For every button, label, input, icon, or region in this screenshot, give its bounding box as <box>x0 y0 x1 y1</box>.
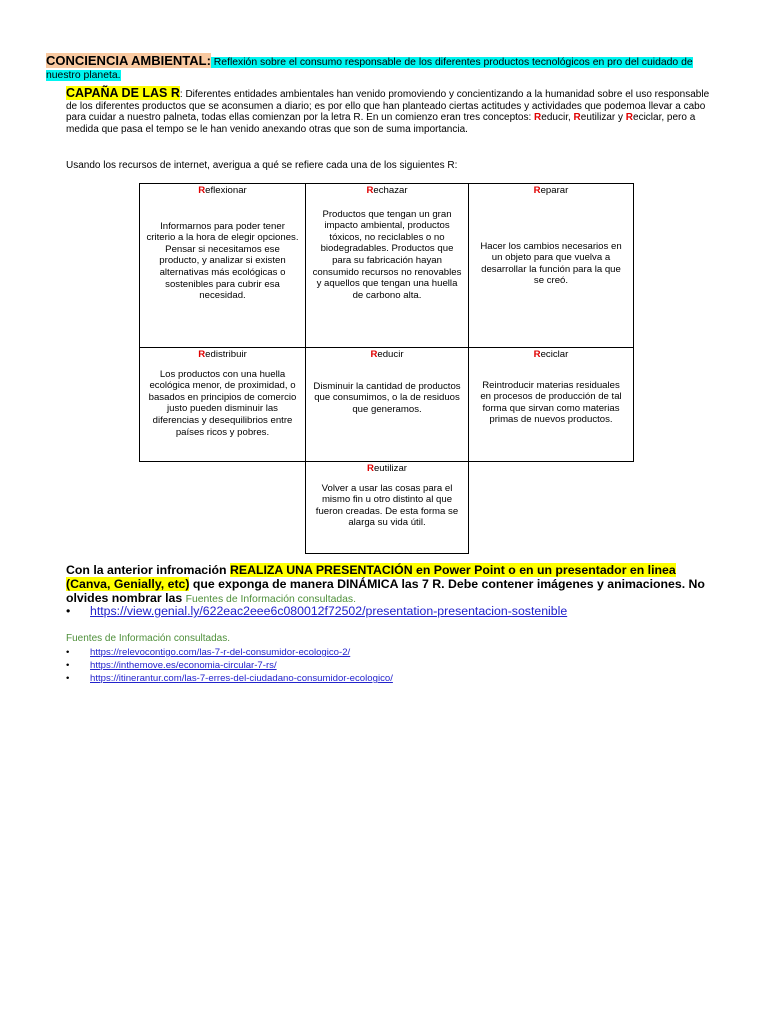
cell-heading <box>469 184 633 197</box>
cell-body: Los productos con una huella ecológica menor, de proximidad, o basados en principios de comercio justo pueden disminuir las diferencias y desequilibrios entre países ricos y pobres. <box>148 368 297 438</box>
red-letter: R <box>533 185 541 196</box>
red-letter: R <box>625 112 634 124</box>
cell-body: Productos que tengan un gran impacto ambiental, productos tóxicos, no reciclables o no biodegradables. Productos que para su fabricación hayan consumido recursos no renovables y aquellos que tengan una huella de carbono alta. <box>312 208 462 301</box>
table-cell-reducir <box>306 348 469 462</box>
cell-body: Volver a usar las cosas para el mismo fin u otro distinto al que fueron creadas. De esta forma se alarga su vida útil. <box>315 482 459 529</box>
instruction: Usando los recursos de internet, averigua a qué se refiere cada una de los siguientes R: <box>66 160 458 171</box>
cell-heading-text: edistribuir <box>205 349 247 360</box>
sources-title: Fuentes de Información consultadas. <box>66 633 230 644</box>
cell-body: Hacer los cambios necesarios en un objeto para que vuelva a desarrollar la función para la que se creó. <box>480 240 622 287</box>
cell-heading-text: eparar <box>540 185 569 196</box>
empty-cell <box>140 462 306 554</box>
table-cell-reciclar <box>469 348 634 462</box>
cell-heading-text: eutilizar <box>373 463 407 474</box>
intro-text: educir, <box>541 112 574 124</box>
list-item <box>66 659 393 672</box>
cell-body: Reintroducir materias residuales en procesos de producción de tal forma que sirvan como materias primas de nuevos productos. <box>480 379 622 426</box>
task-text: que exponga de manera DINÁMICA las 7 R. Debe contener imágenes y animaciones. No olvides nombrar las <box>66 577 705 605</box>
intro-title: CAPAÑA DE LAS R <box>66 86 180 100</box>
red-letter: R <box>198 349 206 360</box>
list-item <box>66 672 393 685</box>
r-table <box>139 183 634 554</box>
cell-heading <box>140 184 305 197</box>
red-letter: R <box>534 112 542 124</box>
task-text: Con la anterior infromación <box>66 563 230 577</box>
red-letter: R <box>367 463 374 474</box>
empty-cell <box>469 462 634 554</box>
table-cell-reflexionar <box>140 184 306 348</box>
cell-heading-text: educir <box>377 349 404 360</box>
cell-body: Informarnos para poder tener criterio a la hora de elegir opciones. Pensar si necesitamos ese producto, y analizar si existen alternativas más ecológicas o sostenibles para cubrir esa necesidad. <box>146 220 299 302</box>
intro-text: eciclar, pero a medida que pasa el tempo se le han venido anexando otras que son de suma importancia. <box>66 112 696 135</box>
table-cell-redistribuir <box>140 348 306 462</box>
red-letter: R <box>370 349 378 360</box>
presentation-link-list <box>66 604 567 618</box>
source-link[interactable]: https://inthemove.es/economia-circular-7-rs/ <box>90 660 277 671</box>
table-cell-reutilizar <box>306 462 469 554</box>
header <box>46 54 706 82</box>
list-item <box>66 604 567 618</box>
task-highlight: REALIZA UNA PRESENTACIÓN en Power Point o en un presentador en linea (Canva, Genially, etc) <box>66 563 676 591</box>
table-cell-rechazar <box>306 184 469 348</box>
sources-list <box>66 646 393 685</box>
cell-heading-text: eflexionar <box>205 185 247 196</box>
intro-text: : Diferentes entidades ambientales han venido promoviendo y concientizando a la humanidad sobre el uso responsable de los diferentes productos que se aconsumen a diario; es por ello que han planteado ciertas actitudes y actividades que podemoa llevar a cabo para cuidar a nuestro palneta, todas ellas comienzan por la letra R. En un comienzo eran tres conceptos: <box>66 89 710 124</box>
cell-heading <box>306 348 468 361</box>
red-letter: R <box>366 185 374 196</box>
cell-heading <box>306 184 468 197</box>
header-title: CONCIENCIA AMBIENTAL: <box>46 53 211 68</box>
cell-heading-text: echazar <box>373 185 408 196</box>
intro-text: eutilizar y <box>580 112 626 124</box>
red-letter: R <box>198 185 206 196</box>
task-sources-label: Fuentes de Información consultadas. <box>185 594 356 605</box>
genially-link[interactable]: https://view.genial.ly/622eac2eee6c080012f72502/presentation-presentacion-sostenible <box>90 604 568 618</box>
cell-body: Disminuir la cantidad de productos que consumimos, o la de residuos que generamos. <box>313 380 461 415</box>
table-cell-reparar <box>469 184 634 348</box>
intro-paragraph <box>66 88 712 135</box>
cell-heading <box>469 348 633 361</box>
red-letter: R <box>573 112 581 124</box>
task-paragraph <box>66 563 716 607</box>
cell-heading <box>140 348 305 361</box>
cell-heading-text: eciclar <box>540 349 569 360</box>
source-link[interactable]: https://itinerantur.com/las-7-erres-del-ciudadano-consumidor-ecologico/ <box>90 673 393 684</box>
list-item <box>66 646 393 659</box>
red-letter: R <box>533 349 541 360</box>
header-description: Reflexión sobre el consumo responsable de los diferentes productos tecnológicos en pro del cuidado de nuestro planeta. <box>46 57 693 81</box>
cell-heading <box>306 462 468 475</box>
source-link[interactable]: https://relevocontigo.com/las-7-r-del-consumidor-ecologico-2/ <box>90 647 351 658</box>
